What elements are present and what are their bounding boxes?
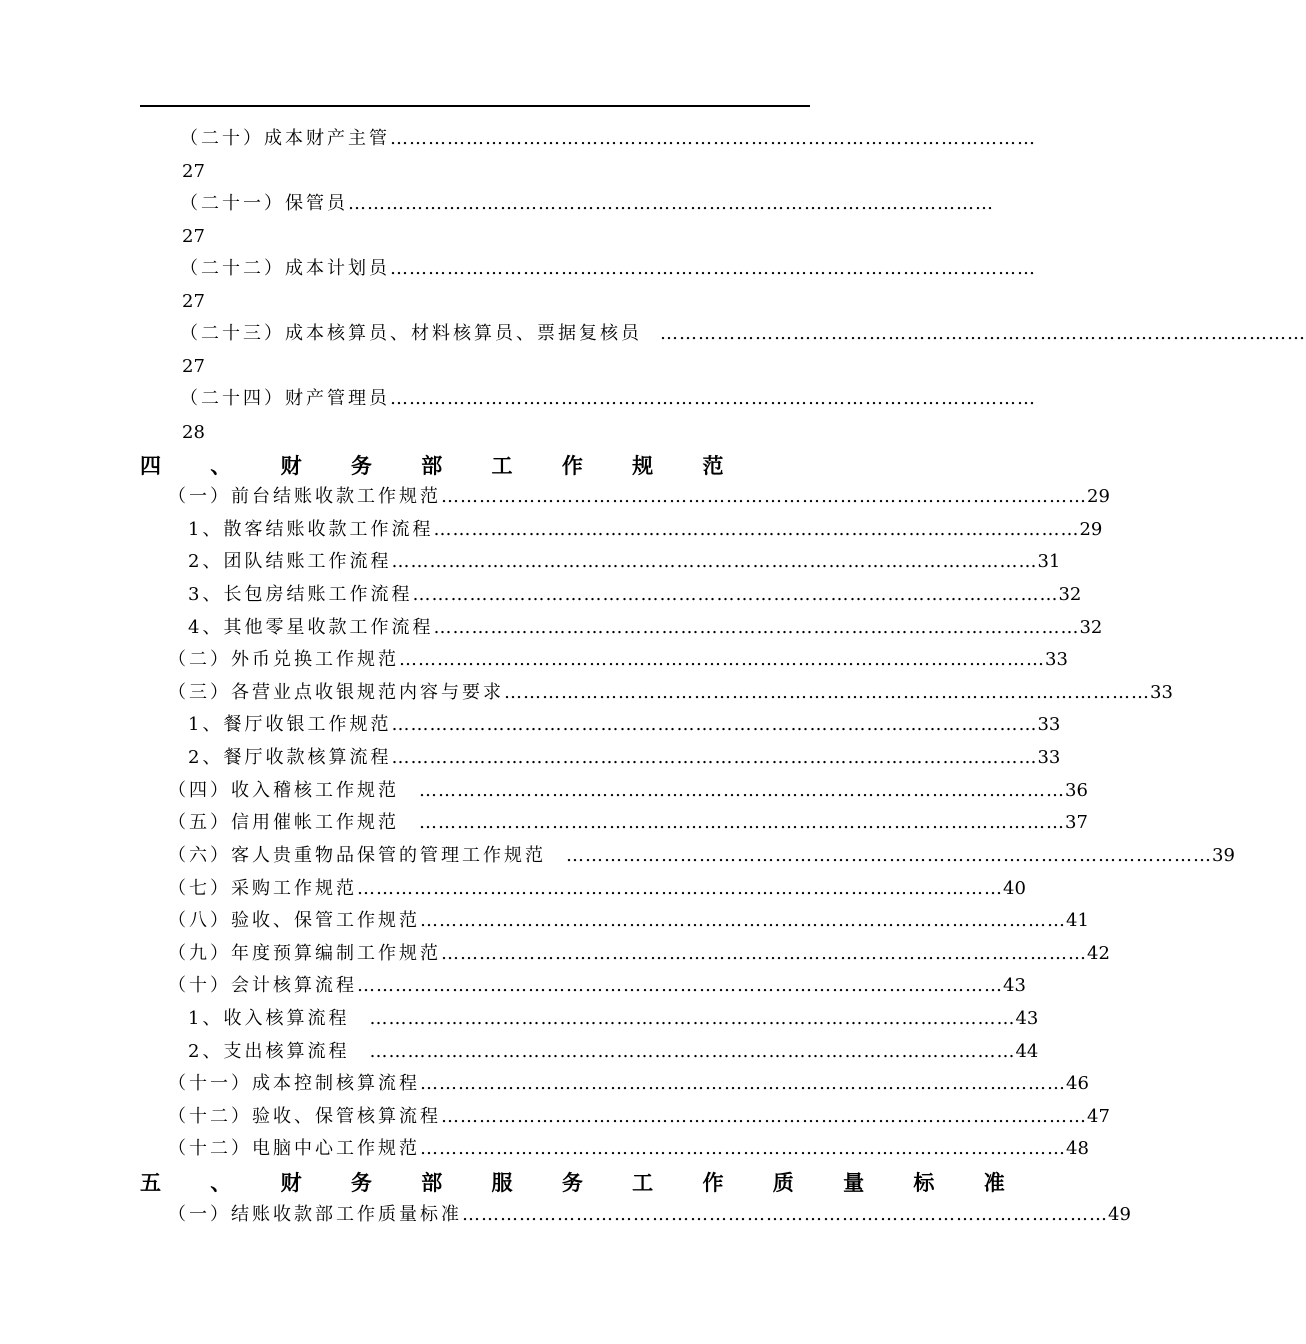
toc-entry-page: 43 bbox=[1015, 1008, 1039, 1029]
toc-entry[interactable] bbox=[188, 548, 1061, 576]
toc-entry[interactable] bbox=[168, 842, 1235, 870]
toc-entry-label: （二十一）保管员 bbox=[180, 193, 348, 214]
toc-leader-dots: ………………………………………………………………………………………… bbox=[420, 910, 1066, 931]
toc-leader-dots: ………………………………………………………………………………………… bbox=[357, 878, 1003, 899]
toc-entry[interactable] bbox=[168, 940, 1110, 968]
toc-entry[interactable] bbox=[168, 875, 1026, 903]
toc-leader-dots: ………………………………………………………………………………………… bbox=[419, 812, 1065, 833]
toc-entry-label: （七）采购工作规范 bbox=[168, 878, 357, 899]
toc-entry[interactable] bbox=[168, 1070, 1089, 1098]
toc-entry-label: （二十四）财产管理员 bbox=[180, 388, 390, 409]
toc-leader-dots: ………………………………………………………………………………………… bbox=[433, 519, 1080, 540]
toc-entry-label: （九）年度预算编制工作规范 bbox=[168, 943, 441, 964]
toc-leader-dots: ………………………………………………………………………………………… bbox=[391, 551, 1038, 572]
toc-entry-page: 28 bbox=[182, 422, 205, 443]
toc-entry-page: 36 bbox=[1065, 780, 1088, 801]
toc-entry-page: 44 bbox=[1015, 1041, 1039, 1062]
toc-entry-page: 49 bbox=[1108, 1204, 1131, 1225]
toc-entry[interactable] bbox=[180, 125, 1036, 153]
toc-entry-label: （十二）电脑中心工作规范 bbox=[168, 1138, 420, 1159]
toc-leader-dots: ………………………………………………………………………………………… bbox=[566, 845, 1212, 866]
toc-entry-page: 43 bbox=[1003, 975, 1026, 996]
toc-entry-page: 29 bbox=[1087, 486, 1110, 507]
toc-entry-label: （三）各营业点收银规范内容与要求 bbox=[168, 682, 504, 703]
section-heading: 四 、 财 务 部 工 作 规 范 bbox=[140, 453, 745, 478]
toc-entry[interactable] bbox=[168, 907, 1089, 935]
toc-entry[interactable] bbox=[180, 255, 1036, 283]
toc-entry-page: 27 bbox=[182, 226, 205, 247]
toc-leader-dots: ………………………………………………………………………………………… bbox=[348, 193, 994, 214]
toc-entry-label: 3、长包房结账工作流程 bbox=[188, 584, 413, 605]
header-rule bbox=[140, 105, 810, 107]
toc-entry-label: （五）信用催帐工作规范 bbox=[168, 812, 399, 833]
toc-leader-dots: ………………………………………………………………………………………… bbox=[369, 1008, 1016, 1029]
toc-entry-page: 48 bbox=[1066, 1138, 1089, 1159]
toc-entry[interactable] bbox=[168, 483, 1110, 511]
toc-entry-page: 33 bbox=[1045, 649, 1068, 670]
toc-leader-dots: ………………………………………………………………………………………… bbox=[390, 388, 1036, 409]
toc-entry-page: 46 bbox=[1066, 1073, 1089, 1094]
toc-entry-label: 1、餐厅收银工作规范 bbox=[188, 714, 392, 735]
toc-entry-page: 33 bbox=[1150, 682, 1173, 703]
toc-entry[interactable] bbox=[188, 516, 1103, 544]
toc-leader-dots: ………………………………………………………………………………………… bbox=[391, 714, 1038, 735]
toc-entry-page: 32 bbox=[1079, 617, 1103, 638]
toc-entry[interactable] bbox=[180, 385, 1036, 413]
toc-leader-dots: ………………………………………………………………………………………… bbox=[433, 617, 1080, 638]
toc-entry-page: 47 bbox=[1087, 1106, 1110, 1127]
toc-leader-dots: ………………………………………………………………………………………… bbox=[419, 780, 1065, 801]
toc-leader-dots: ………………………………………………………………………………………… bbox=[660, 323, 1306, 344]
toc-leader-dots: ………………………………………………………………………………………… bbox=[441, 943, 1087, 964]
toc-entry-label: （八）验收、保管工作规范 bbox=[168, 910, 420, 931]
toc-leader-dots: ………………………………………………………………………………………… bbox=[399, 649, 1045, 670]
toc-entry-label: 1、散客结账收款工作流程 bbox=[188, 519, 434, 540]
toc-entry-label: （一）结账收款部工作质量标准 bbox=[168, 1204, 462, 1225]
toc-entry-label: 2、支出核算流程 bbox=[188, 1041, 350, 1062]
toc-entry-label: （六）客人贵重物品保管的管理工作规范 bbox=[168, 845, 546, 866]
toc-entry-page: 31 bbox=[1037, 551, 1061, 572]
toc-entry[interactable] bbox=[180, 320, 1306, 348]
toc-entry-label: 4、其他零星收款工作流程 bbox=[188, 617, 434, 638]
toc-entry[interactable] bbox=[188, 1038, 1039, 1066]
toc-entry-page: 27 bbox=[182, 356, 205, 377]
toc-entry-page: 27 bbox=[182, 291, 205, 312]
toc-entry[interactable] bbox=[168, 1103, 1110, 1131]
toc-entry-page: 39 bbox=[1212, 845, 1235, 866]
toc-leader-dots: ………………………………………………………………………………………… bbox=[420, 1073, 1066, 1094]
toc-entry-label: （二）外币兑换工作规范 bbox=[168, 649, 399, 670]
toc-leader-dots: ………………………………………………………………………………………… bbox=[412, 584, 1059, 605]
toc-entry-label: （四）收入稽核工作规范 bbox=[168, 780, 399, 801]
toc-entry-page: 42 bbox=[1087, 943, 1110, 964]
toc-entry-page: 32 bbox=[1058, 584, 1082, 605]
section-heading: 五 、 财 务 部 服 务 工 作 质 量 标 准 bbox=[140, 1170, 1026, 1195]
toc-entry-page: 33 bbox=[1037, 747, 1061, 768]
toc-entry-page: 41 bbox=[1066, 910, 1089, 931]
toc-entry-page: 29 bbox=[1079, 519, 1103, 540]
toc-entry-page: 33 bbox=[1037, 714, 1061, 735]
toc-entry[interactable] bbox=[168, 1201, 1131, 1229]
toc-entry[interactable] bbox=[168, 646, 1068, 674]
toc-entry[interactable] bbox=[188, 581, 1082, 609]
toc-entry-page: 27 bbox=[182, 161, 205, 182]
toc-entry-label: （二十三）成本核算员、材料核算员、票据复核员 bbox=[180, 323, 642, 344]
toc-entry[interactable] bbox=[168, 972, 1026, 1000]
toc-entry-page: 40 bbox=[1003, 878, 1026, 899]
toc-leader-dots: ………………………………………………………………………………………… bbox=[357, 975, 1003, 996]
toc-entry-label: （二十）成本财产主管 bbox=[180, 128, 390, 149]
toc-leader-dots: ………………………………………………………………………………………… bbox=[391, 747, 1038, 768]
toc-entry-page: 37 bbox=[1065, 812, 1088, 833]
toc-leader-dots: ………………………………………………………………………………………… bbox=[462, 1204, 1108, 1225]
toc-leader-dots: ………………………………………………………………………………………… bbox=[441, 486, 1087, 507]
toc-leader-dots: ………………………………………………………………………………………… bbox=[390, 258, 1036, 279]
toc-entry[interactable] bbox=[188, 614, 1103, 642]
toc-entry[interactable] bbox=[168, 809, 1088, 837]
toc-entry-label: （一）前台结账收款工作规范 bbox=[168, 486, 441, 507]
toc-leader-dots: ………………………………………………………………………………………… bbox=[504, 682, 1150, 703]
toc-entry[interactable] bbox=[168, 679, 1173, 707]
toc-entry-label: 1、收入核算流程 bbox=[188, 1008, 350, 1029]
toc-entry-label: （十）会计核算流程 bbox=[168, 975, 357, 996]
toc-leader-dots: ………………………………………………………………………………………… bbox=[420, 1138, 1066, 1159]
toc-leader-dots: ………………………………………………………………………………………… bbox=[369, 1041, 1016, 1062]
toc-entry-label: （十二）验收、保管核算流程 bbox=[168, 1106, 441, 1127]
toc-leader-dots: ………………………………………………………………………………………… bbox=[390, 128, 1036, 149]
toc-entry[interactable] bbox=[180, 190, 994, 218]
toc-entry-label: （二十二）成本计划员 bbox=[180, 258, 390, 279]
toc-leader-dots: ………………………………………………………………………………………… bbox=[441, 1106, 1087, 1127]
toc-entry[interactable] bbox=[168, 1135, 1089, 1163]
toc-entry[interactable] bbox=[168, 777, 1088, 805]
toc-entry[interactable] bbox=[188, 1005, 1039, 1033]
toc-entry-label: 2、团队结账工作流程 bbox=[188, 551, 392, 572]
toc-entry[interactable] bbox=[188, 711, 1061, 739]
toc-entry-label: （十一）成本控制核算流程 bbox=[168, 1073, 420, 1094]
toc-entry-label: 2、餐厅收款核算流程 bbox=[188, 747, 392, 768]
toc-entry[interactable] bbox=[188, 744, 1061, 772]
